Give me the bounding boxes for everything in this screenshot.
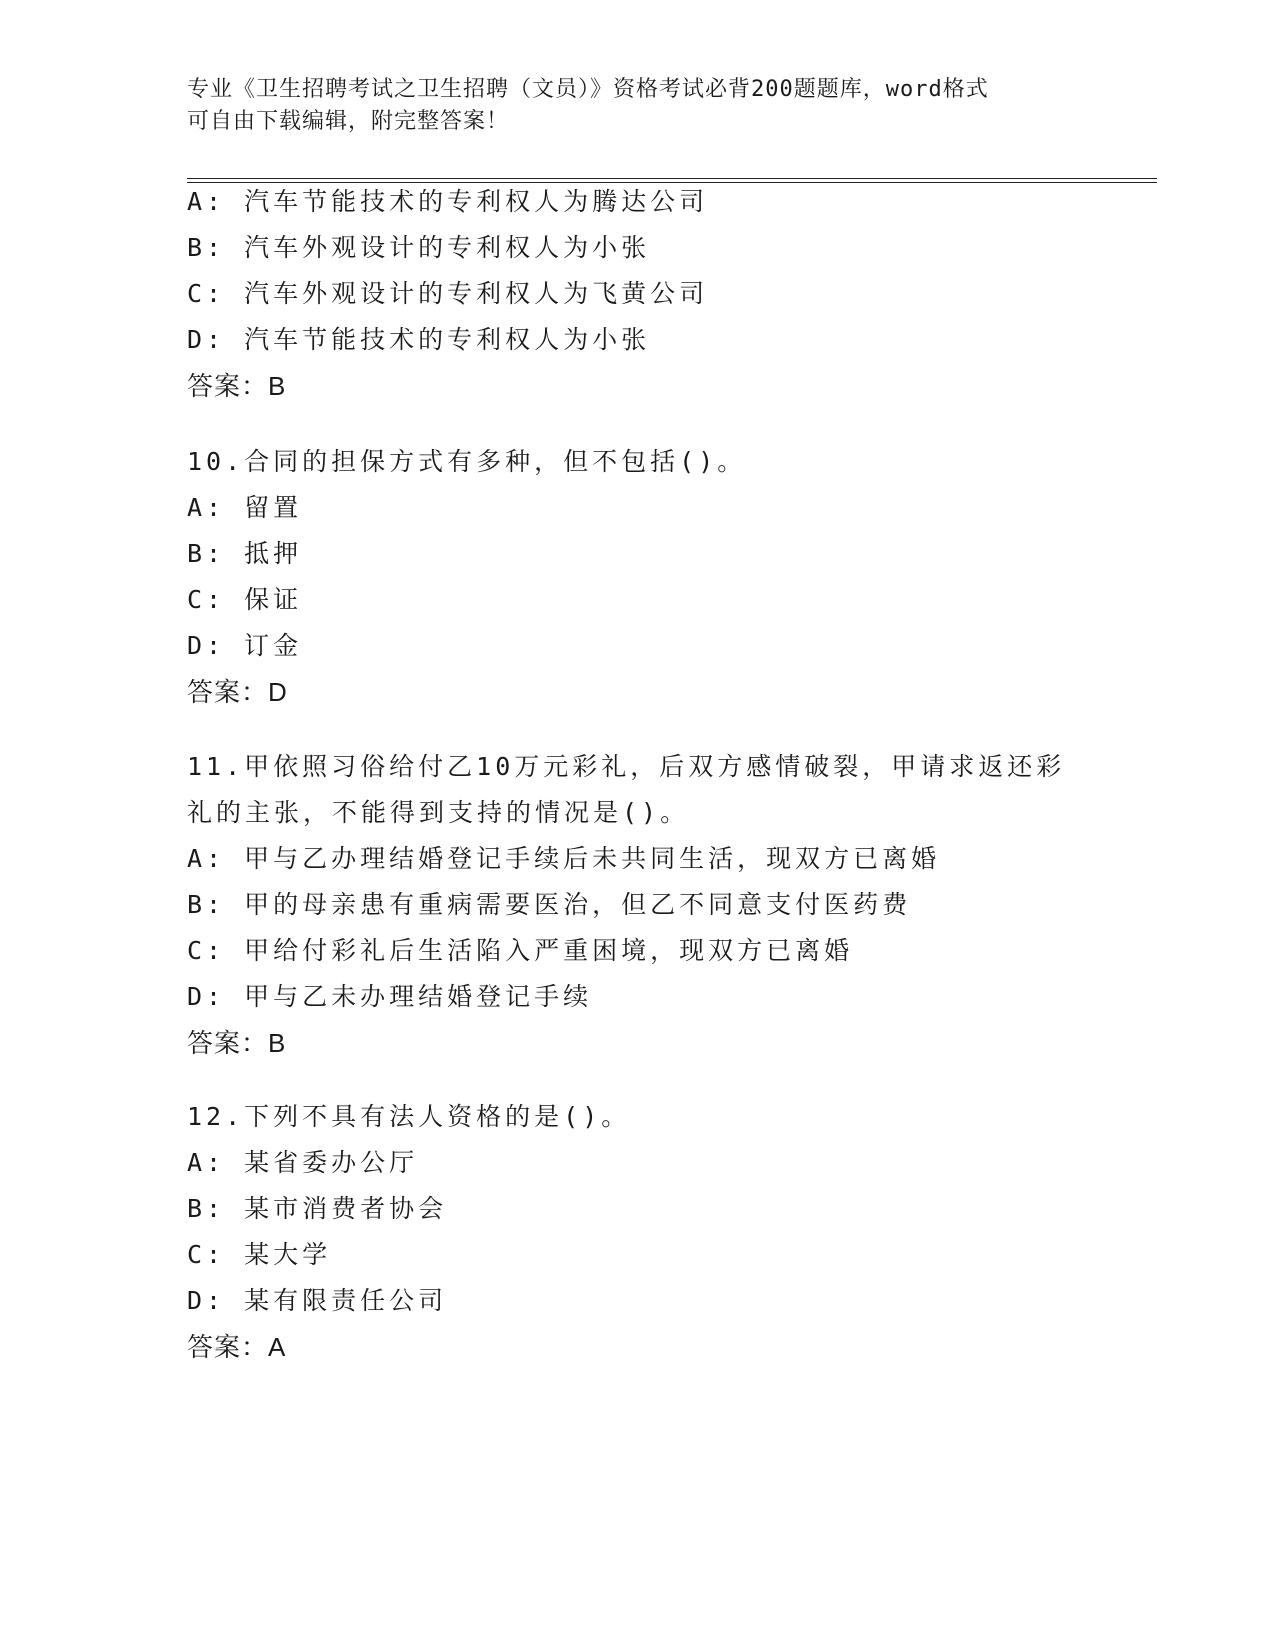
q10-answer: 答案：D (187, 677, 288, 707)
q12-answer: 答案：A (187, 1332, 287, 1362)
q12-option-c: C: 某大学 (187, 1240, 332, 1269)
q12-option-a: A: 某省委办公厅 (187, 1148, 419, 1177)
question-10 (187, 439, 1087, 715)
q10-option-a: A: 留置 (187, 493, 303, 522)
question-9 (187, 179, 1087, 409)
q9-option-a: A: 汽车节能技术的专利权人为腾达公司 (187, 187, 709, 216)
q10-option-b: B: 抵押 (187, 539, 303, 568)
q10-option-c: C: 保证 (187, 585, 303, 614)
q10-option-d: D: 订金 (187, 631, 303, 660)
q11-option-d: D: 甲与乙未办理结婚登记手续 (187, 982, 593, 1011)
q9-option-b: B: 汽车外观设计的专利权人为小张 (187, 233, 651, 262)
question-12 (187, 1094, 1087, 1370)
document-header (187, 74, 1087, 138)
header-line-2: 可自由下载编辑，附完整答案！ (187, 109, 510, 134)
q11-answer: 答案：B (187, 1028, 287, 1058)
question-11 (187, 744, 1087, 1066)
q9-option-c: C: 汽车外观设计的专利权人为飞黄公司 (187, 279, 709, 308)
q9-option-d: D: 汽车节能技术的专利权人为小张 (187, 325, 651, 354)
q9-answer: 答案：B (187, 371, 287, 401)
q11-question: 11.甲依照习俗给付乙10万元彩礼，后双方感情破裂，甲请求返还彩礼的主张，不能得到支持的情况是()。 (187, 752, 1066, 827)
q11-option-b: B: 甲的母亲患有重病需要医治，但乙不同意支付医药费 (187, 890, 912, 919)
q11-option-c: C: 甲给付彩礼后生活陷入严重困境，现双方已离婚 (187, 936, 854, 965)
q11-option-a: A: 甲与乙办理结婚登记手续后未共同生活，现双方已离婚 (187, 844, 941, 873)
q12-option-d: D: 某有限责任公司 (187, 1286, 448, 1315)
q12-question: 12.下列不具有法人资格的是()。 (187, 1102, 631, 1131)
header-line-1: 专业《卫生招聘考试之卫生招聘（文员）》资格考试必背200题题库，word格式 (187, 77, 989, 102)
q10-question: 10.合同的担保方式有多种，但不包括()。 (187, 447, 747, 476)
q12-option-b: B: 某市消费者协会 (187, 1194, 448, 1223)
